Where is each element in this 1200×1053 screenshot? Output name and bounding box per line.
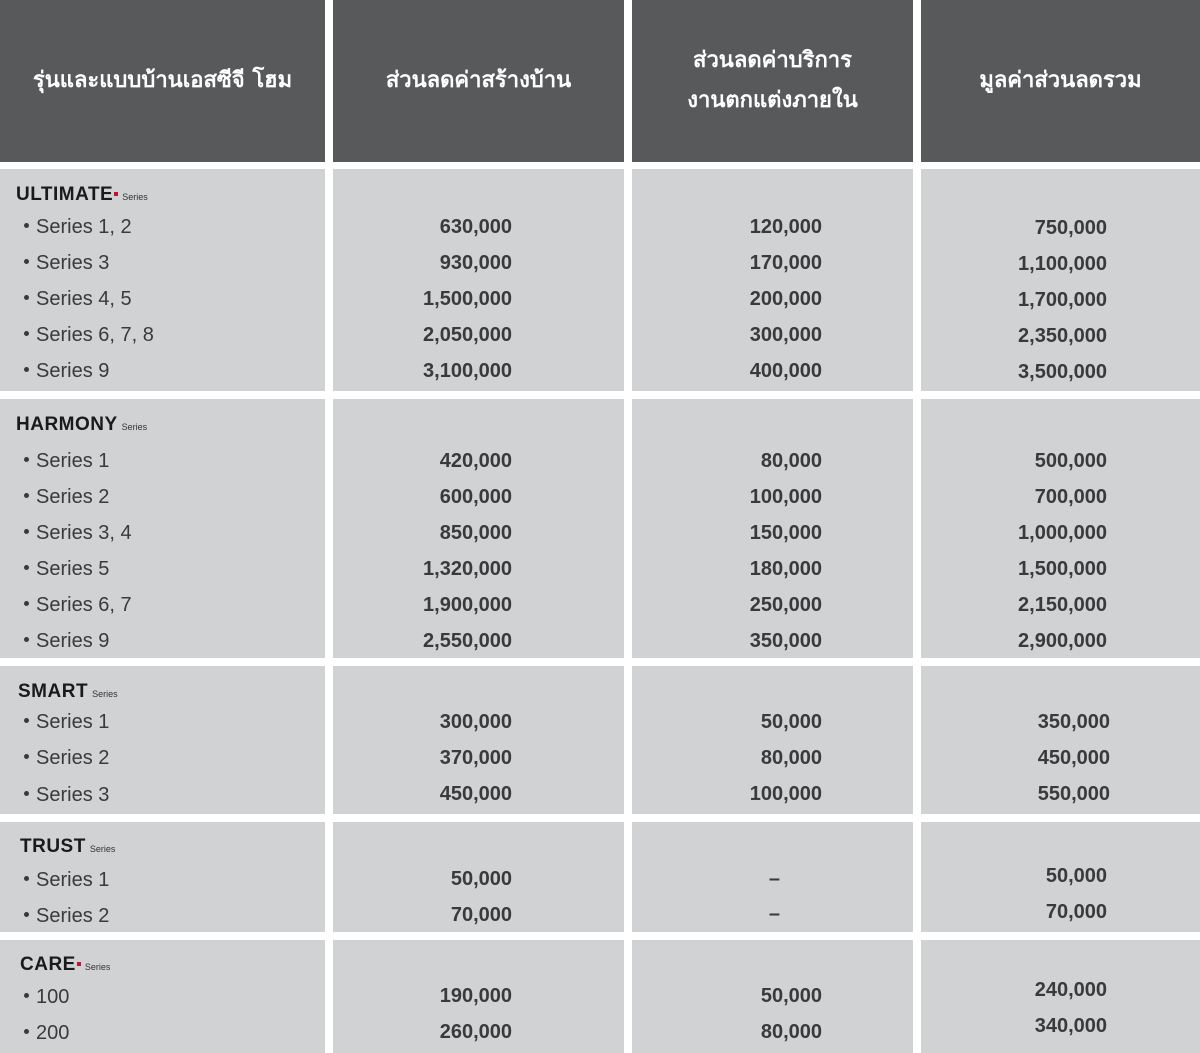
list-item-label [24, 781, 109, 809]
build-discount-value: 190,000 [439, 985, 512, 1007]
build-discount-value: 850,000 [439, 522, 512, 544]
row-label: Series 2 [36, 747, 110, 769]
series-tag: Series [89, 844, 116, 854]
total-discount-value: 450,000 [1037, 747, 1110, 769]
list-item-label [24, 285, 132, 313]
row-label: Series 4, 5 [36, 288, 132, 310]
list-item-label [24, 866, 109, 894]
bullet-icon [24, 367, 29, 372]
bullet-icon [24, 601, 29, 606]
total-discount-value: 550,000 [1037, 783, 1110, 805]
bullet-icon [24, 912, 29, 917]
total-discount-value: 1,700,000 [1018, 289, 1107, 311]
build-discount-value: 3,100,000 [423, 360, 512, 382]
total-discount-value: 2,350,000 [1018, 325, 1107, 347]
row-label: Series 2 [36, 905, 110, 927]
table-header [0, 0, 1200, 162]
total-discount-value: 350,000 [1037, 711, 1110, 733]
interior-discount-value: 80,000 [760, 1021, 822, 1043]
header-interior-discount-line2: งานตกแต่งภายใน [687, 88, 858, 113]
interior-discount-value: 250,000 [749, 594, 822, 616]
interior-discount-value: 80,000 [760, 450, 822, 472]
group-harmony [0, 399, 1200, 658]
total-discount-value: 700,000 [1034, 486, 1107, 508]
series-title-trust [20, 834, 115, 860]
bullet-icon [24, 223, 29, 228]
interior-discount-value: 50,000 [760, 985, 822, 1007]
row-label: Series 1, 2 [36, 216, 132, 238]
total-discount-value: 1,000,000 [1018, 522, 1107, 544]
bullet-icon [24, 876, 29, 881]
bullet-icon [24, 331, 29, 336]
group-smart [0, 666, 1200, 814]
row-label: Series 6, 7, 8 [36, 324, 154, 346]
build-discount-value: 420,000 [439, 450, 512, 472]
series-title-harmony [16, 412, 147, 438]
list-item-label [24, 249, 109, 277]
interior-discount-value: – [768, 868, 780, 890]
list-item-label [24, 555, 109, 583]
series-tag: Series [84, 962, 111, 972]
row-label: Series 2 [36, 486, 110, 508]
build-discount-value: 630,000 [439, 216, 512, 238]
total-discount-value: 3,500,000 [1018, 361, 1107, 383]
header-model-label: รุ่นและแบบบ้านเอสซีจี โฮม [32, 68, 293, 93]
series-name: TRUST [20, 836, 86, 857]
interior-discount-value: 350,000 [749, 630, 822, 652]
header-build-discount [333, 0, 624, 162]
row-label: Series 1 [36, 711, 110, 733]
total-discount-value: 2,900,000 [1018, 630, 1107, 652]
list-item-label [24, 357, 109, 385]
series-name: SMART [18, 681, 89, 702]
accent-mark [77, 962, 81, 966]
series-name: ULTIMATE [16, 184, 114, 205]
bullet-icon [24, 493, 29, 498]
group-care [0, 940, 1200, 1053]
series-title-care [20, 952, 110, 978]
header-interior-discount-line1: ส่วนลดค่าบริการ [693, 48, 852, 73]
row-label: Series 3 [36, 252, 110, 274]
series-tag: Series [121, 422, 148, 432]
bullet-icon [24, 637, 29, 642]
bullet-icon [24, 565, 29, 570]
list-item-label [24, 447, 109, 475]
build-discount-value: 300,000 [439, 711, 512, 733]
list-item-label [24, 483, 109, 511]
interior-discount-value: 120,000 [749, 216, 822, 238]
total-discount-value: 340,000 [1034, 1015, 1107, 1037]
series-tag: Series [122, 192, 148, 202]
total-discount-value: 500,000 [1034, 450, 1107, 472]
list-item-label [24, 591, 132, 619]
bullet-icon [24, 993, 29, 998]
build-discount-value: 1,900,000 [423, 594, 512, 616]
row-label: Series 1 [36, 450, 110, 472]
row-label: 200 [36, 1022, 70, 1044]
bullet-icon [24, 718, 29, 723]
build-discount-value: 1,500,000 [423, 288, 512, 310]
build-discount-value: 930,000 [439, 252, 512, 274]
interior-discount-value: 100,000 [749, 783, 822, 805]
build-discount-value: 370,000 [439, 747, 512, 769]
total-discount-value: 240,000 [1034, 979, 1107, 1001]
total-discount-value: 1,100,000 [1018, 253, 1107, 275]
interior-discount-value: 200,000 [749, 288, 822, 310]
header-model [0, 0, 325, 162]
total-discount-value: 2,150,000 [1018, 594, 1107, 616]
interior-discount-value: 400,000 [749, 360, 822, 382]
bullet-icon [24, 259, 29, 264]
build-discount-value: 70,000 [450, 904, 512, 926]
group-trust [0, 822, 1200, 932]
header-build-discount-label: ส่วนลดค่าสร้างบ้าน [385, 68, 572, 93]
list-item-label [24, 902, 109, 930]
list-item-label [24, 627, 109, 655]
interior-discount-value: 50,000 [760, 711, 822, 733]
list-item-label [24, 1019, 69, 1047]
accent-mark [114, 192, 118, 196]
interior-discount-value: 150,000 [749, 522, 822, 544]
group-ultimate [0, 169, 1200, 391]
bullet-icon [24, 1029, 29, 1034]
total-discount-value: 750,000 [1034, 217, 1107, 239]
list-item-label [24, 744, 109, 772]
bullet-icon [24, 791, 29, 796]
row-label: Series 6, 7 [36, 594, 132, 616]
list-item-label [24, 213, 132, 241]
bullet-icon [24, 529, 29, 534]
interior-discount-value: 80,000 [760, 747, 822, 769]
header-interior-discount [632, 0, 913, 162]
row-label: Series 1 [36, 869, 110, 891]
build-discount-value: 260,000 [439, 1021, 512, 1043]
series-tag: Series [92, 689, 118, 699]
bullet-icon [24, 457, 29, 462]
series-title-ultimate [16, 182, 148, 208]
row-label: Series 9 [36, 360, 110, 382]
interior-discount-value: 180,000 [749, 558, 822, 580]
build-discount-value: 50,000 [450, 868, 512, 890]
build-discount-value: 2,050,000 [423, 324, 512, 346]
list-item-label [24, 519, 132, 547]
build-discount-value: 600,000 [439, 486, 512, 508]
header-total-discount-label: มูลค่าส่วนลดรวม [979, 68, 1142, 93]
series-title-smart [18, 679, 118, 705]
total-discount-value: 50,000 [1045, 865, 1107, 887]
interior-discount-value: 300,000 [749, 324, 822, 346]
list-item-label [24, 321, 154, 349]
interior-discount-value: 100,000 [749, 486, 822, 508]
total-discount-value: 1,500,000 [1018, 558, 1107, 580]
row-label: 100 [36, 986, 70, 1008]
interior-discount-value: 170,000 [749, 252, 822, 274]
build-discount-value: 450,000 [439, 783, 512, 805]
series-name: HARMONY [16, 414, 118, 435]
interior-discount-value: – [768, 903, 780, 925]
series-name: CARE [20, 954, 76, 975]
header-total-discount [921, 0, 1200, 162]
bullet-icon [24, 295, 29, 300]
row-label: Series 3, 4 [36, 522, 132, 544]
bullet-icon [24, 754, 29, 759]
list-item-label [24, 983, 69, 1011]
total-discount-value: 70,000 [1045, 901, 1107, 923]
row-label: Series 5 [36, 558, 110, 580]
list-item-label [24, 708, 109, 736]
row-label: Series 9 [36, 630, 110, 652]
build-discount-value: 1,320,000 [423, 558, 512, 580]
build-discount-value: 2,550,000 [423, 630, 512, 652]
row-label: Series 3 [36, 784, 110, 806]
